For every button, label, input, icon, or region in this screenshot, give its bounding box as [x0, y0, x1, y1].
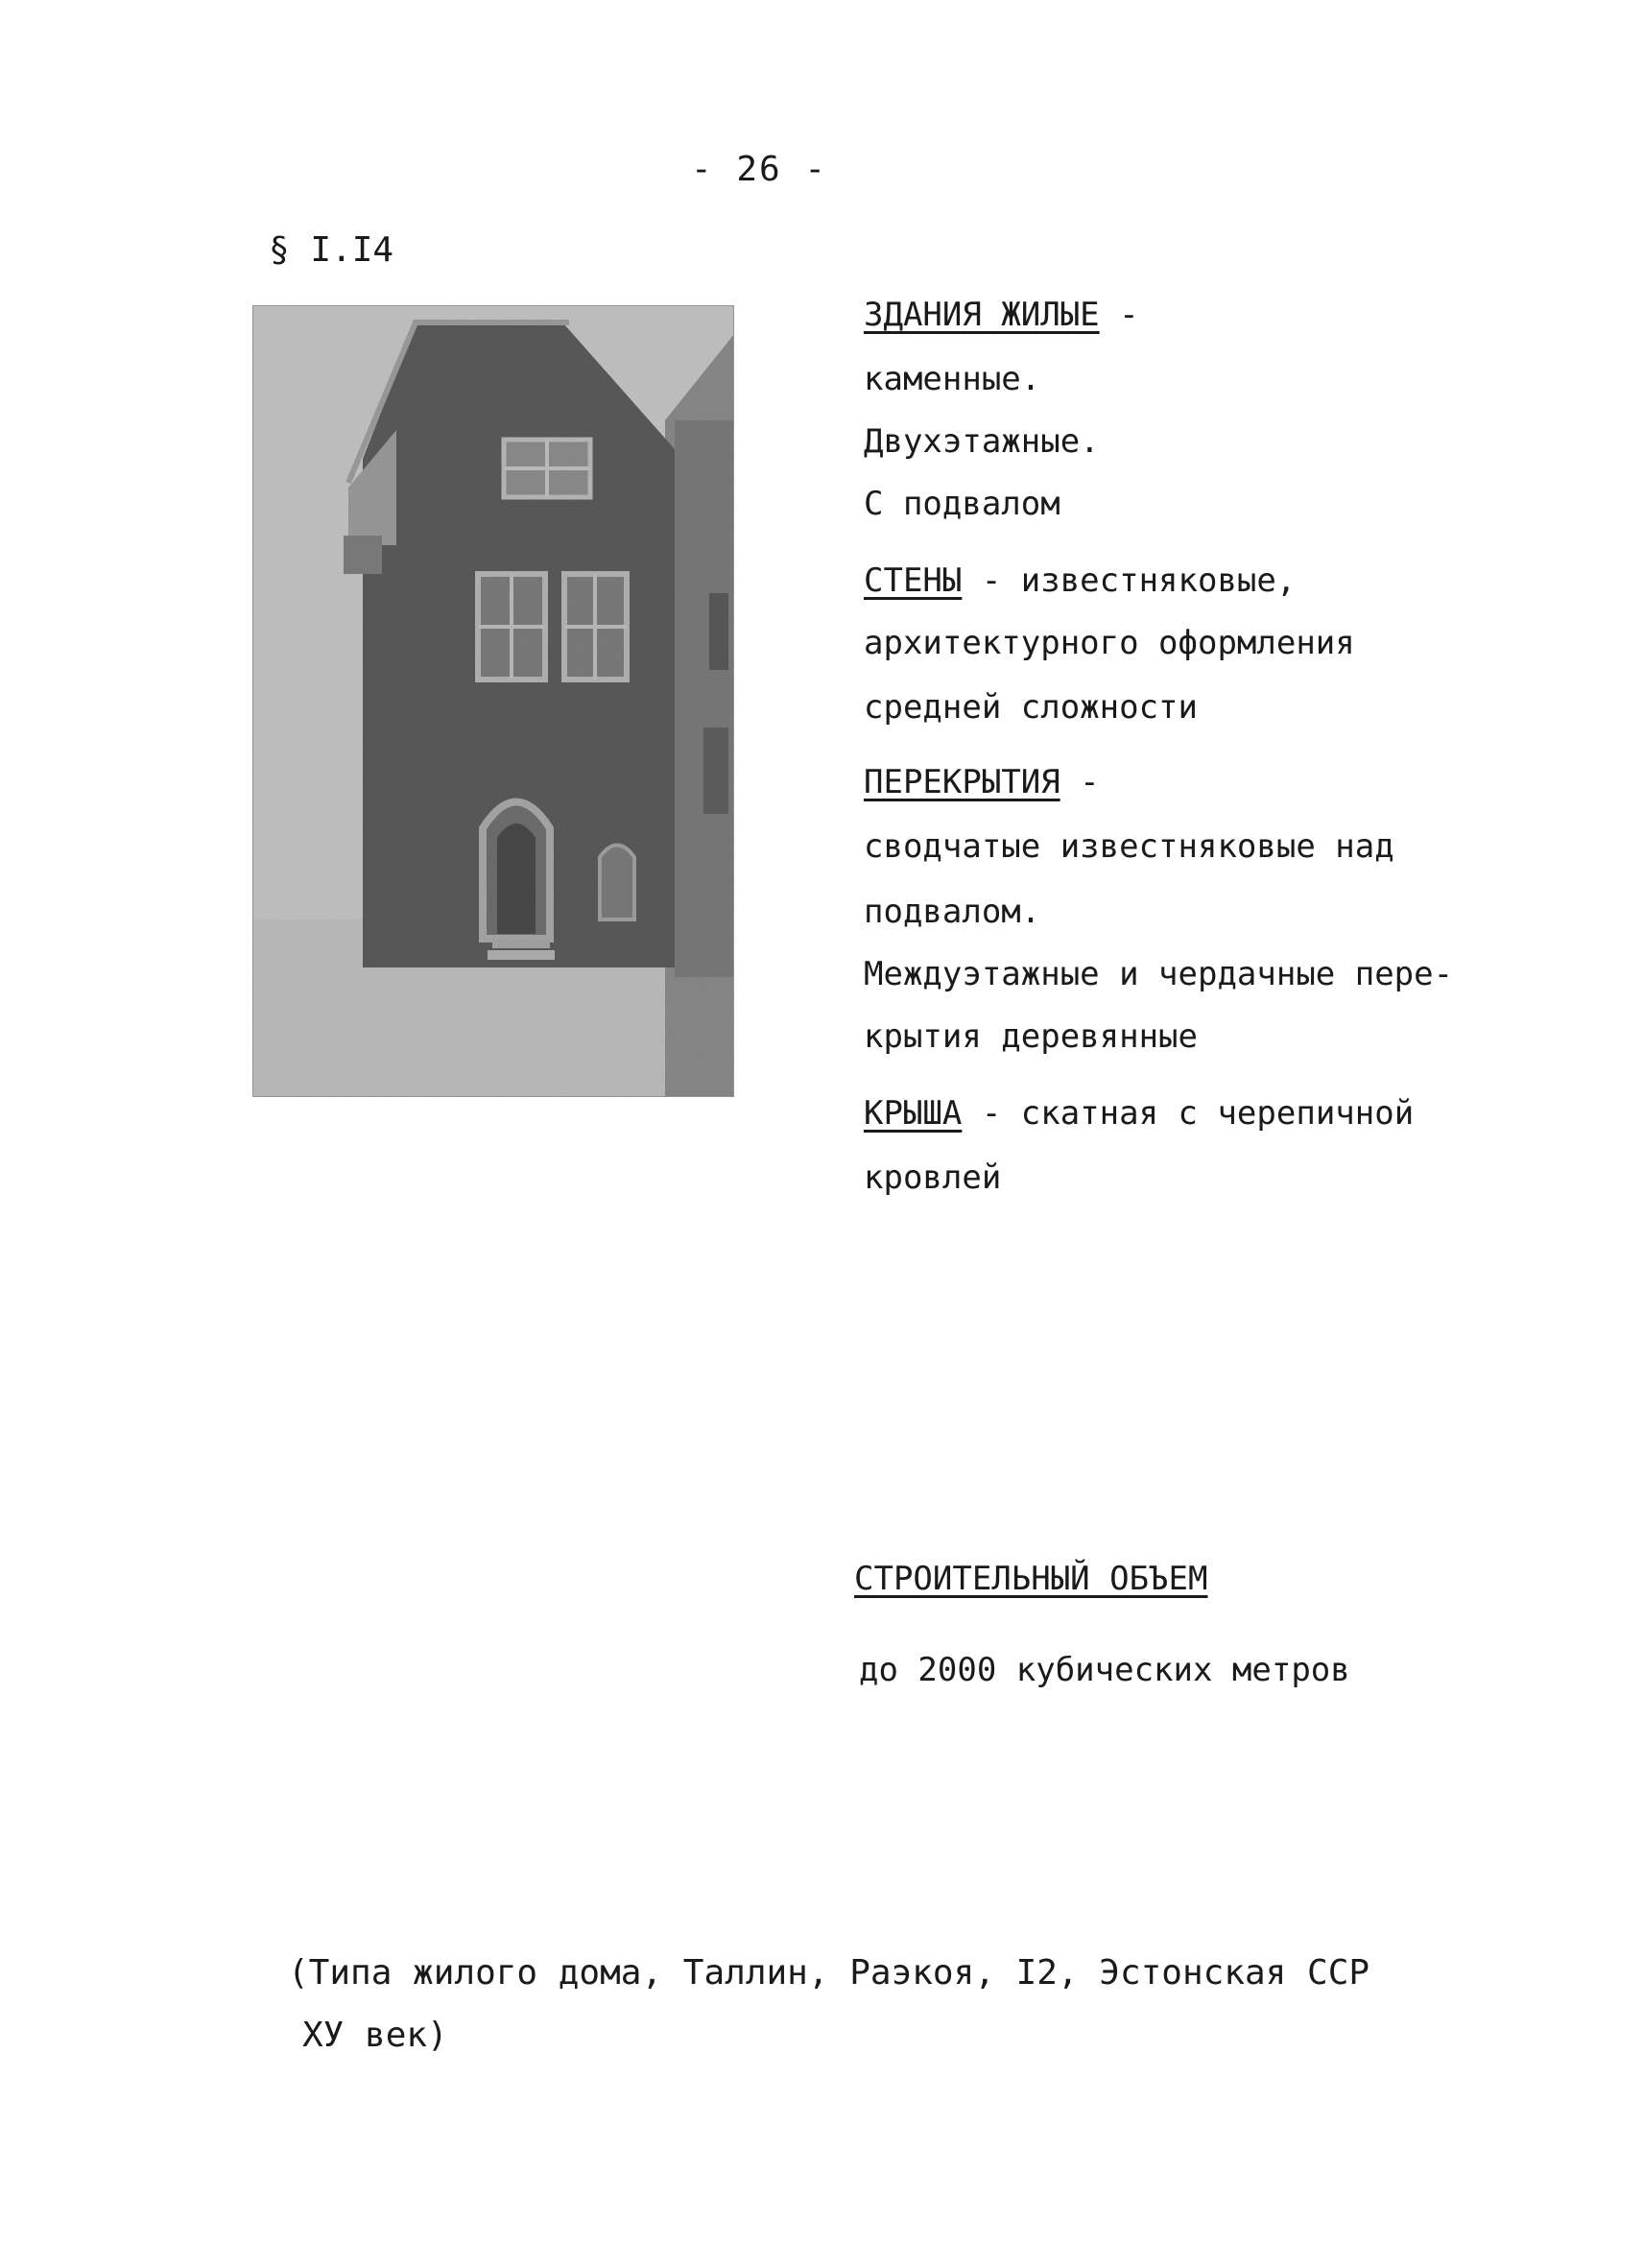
- floors-line-4: крытия деревянные: [864, 1017, 1198, 1056]
- buildings-dash: -: [1099, 296, 1139, 334]
- volume-heading-line: [854, 1560, 1207, 1598]
- roof-heading: КРЫША: [864, 1094, 963, 1133]
- roof-heading-line: [864, 1094, 1414, 1133]
- page-number: - 26 -: [691, 150, 828, 189]
- buildings-line-1: каменные.: [864, 360, 1041, 398]
- roof-line-2: кровлей: [864, 1158, 1002, 1197]
- section-number: § I.I4: [269, 230, 394, 270]
- caption-line-1: (Типа жилого дома, Таллин, Раэкоя, I2, Эстонская ССР: [288, 1953, 1370, 1993]
- walls-heading-line: [864, 561, 1296, 600]
- floors-heading-line: [864, 763, 1100, 801]
- buildings-heading: ЗДАНИЯ ЖИЛЫЕ: [864, 296, 1100, 334]
- buildings-heading-line: [864, 296, 1139, 334]
- walls-line-2: архитектурного оформления: [864, 624, 1355, 662]
- walls-heading: СТЕНЫ: [864, 561, 963, 600]
- walls-line-3: средней сложности: [864, 688, 1198, 727]
- floors-line-1: сводчатые известняковые над: [864, 827, 1394, 866]
- caption-line-2: ХУ век): [302, 2016, 448, 2055]
- walls-rest: - известняковые,: [962, 561, 1297, 600]
- roof-rest: - скатная с черепичной: [962, 1094, 1415, 1133]
- floors-dash: -: [1060, 763, 1100, 801]
- volume-value: до 2000 кубических метров: [859, 1651, 1350, 1689]
- floors-line-3: Междуэтажные и чердачные пере-: [864, 955, 1454, 993]
- buildings-line-3: С подвалом: [864, 485, 1060, 523]
- volume-heading: СТРОИТЕЛЬНЫЙ ОБЪЕМ: [854, 1560, 1208, 1598]
- floors-heading: ПЕРЕКРЫТИЯ: [864, 763, 1060, 801]
- buildings-line-2: Двухэтажные.: [864, 422, 1100, 461]
- floors-line-2: подвалом.: [864, 893, 1041, 931]
- house-photo: [252, 305, 734, 1097]
